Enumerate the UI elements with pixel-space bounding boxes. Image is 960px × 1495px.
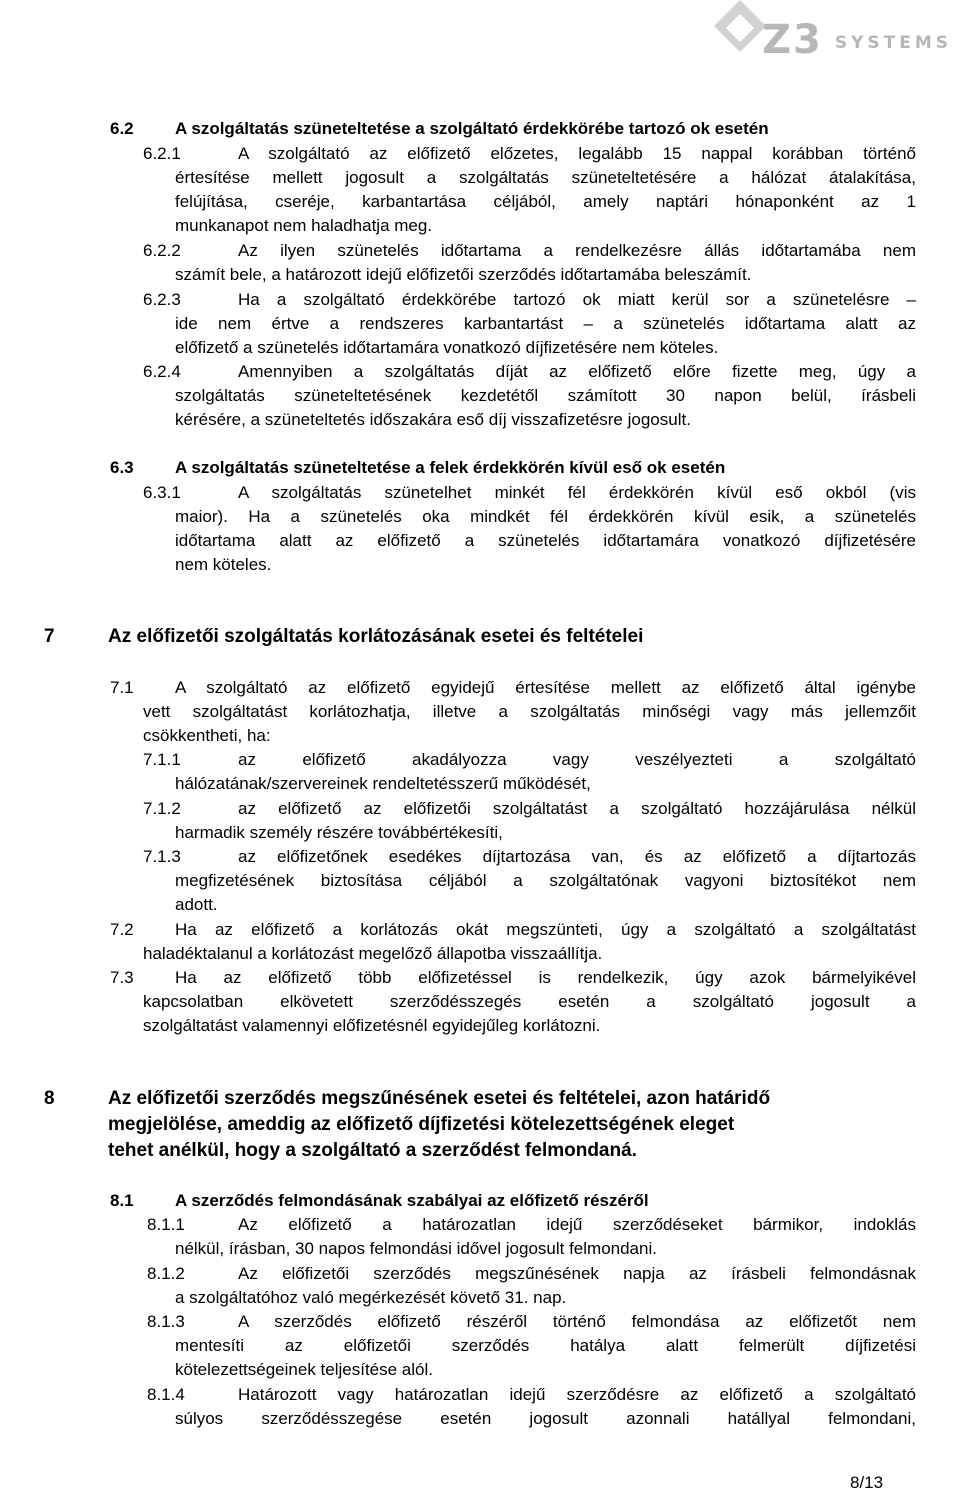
paragraph-line: kapcsolatban elkövetett szerződésszegés esetén a szolgáltató jogosult a xyxy=(143,992,916,1011)
paragraph-line: vett szolgáltatást korlátozhatja, illetve a szolgáltatás minőségi vagy más jellemzőit xyxy=(143,702,916,721)
item-number: 7.1 xyxy=(110,678,134,697)
paragraph-line: nem köteles. xyxy=(175,555,272,574)
section-number: 8.1 xyxy=(110,1191,134,1210)
paragraph-line: időtartama alatt az előfizető a szünetelés időtartamára vonatkozó díjfizetésére xyxy=(175,531,916,550)
chapter-title: Az előfizetői szerződés megszűnésének esetei és feltételei, azon határidő xyxy=(108,1088,771,1109)
paragraph-line: Az ilyen szünetelés időtartama a rendelkezésre állás időtartamába nem xyxy=(238,241,916,260)
paragraph-line: A szolgáltatás szünetelhet minkét fél érdekkörén kívül eső okból (vis xyxy=(238,483,916,502)
paragraph-line: adott. xyxy=(175,895,218,914)
item-number: 6.2.4 xyxy=(143,362,181,381)
paragraph-line: A szolgáltató az előfizető egyidejű értesítése mellett az előfizető által igénybe xyxy=(175,678,916,697)
paragraph-line: Ha a szolgáltató érdekkörébe tartozó ok miatt kerül sor a szünetelésre – xyxy=(238,290,916,309)
paragraph-line: előfizető a szünetelés időtartamára vonatkozó díjfizetésére nem köteles. xyxy=(175,338,719,357)
paragraph-line: Határozott vagy határozatlan idejű szerződésre az előfizető a szolgáltató xyxy=(238,1385,916,1404)
item-number: 6.2.1 xyxy=(143,144,181,163)
paragraph-line: kötelezettségeinek teljesítése alól. xyxy=(175,1360,433,1379)
paragraph-line: csökkentheti, ha: xyxy=(143,726,271,745)
paragraph-line: Az előfizetői szerződés megszűnésének napja az írásbeli felmondásnak xyxy=(238,1264,916,1283)
paragraph-line: Az előfizető a határozatlan idejű szerződéseket bármikor, indoklás xyxy=(238,1215,916,1234)
section-number: 6.2 xyxy=(110,119,134,138)
item-number: 7.1.1 xyxy=(143,750,181,769)
paragraph-line: az előfizető az előfizetői szolgáltatást a szolgáltató hozzájárulása nélkül xyxy=(238,799,916,818)
item-number: 7.3 xyxy=(110,968,134,987)
paragraph-line: értesítése mellett jogosult a szolgáltatás szüneteltetésére a hálózat átalakítása, xyxy=(175,168,916,187)
chapter-number: 7 xyxy=(44,626,55,647)
item-number: 8.1.2 xyxy=(147,1264,185,1283)
paragraph-line: maior). Ha a szünetelés oka mindkét fél érdekkörén kívül esik, a szünetelés xyxy=(175,507,916,526)
paragraph-line: hálózatának/szervereinek rendeltetésszerű működését, xyxy=(175,774,591,793)
item-number: 8.1.1 xyxy=(147,1215,185,1234)
paragraph-line: az előfizető akadályozza vagy veszélyezteti a szolgáltató xyxy=(238,750,916,769)
item-number: 8.1.3 xyxy=(147,1312,185,1331)
paragraph-line: Ha az előfizető több előfizetéssel is rendelkezik, úgy azok bármelyikével xyxy=(175,968,916,987)
chapter-title: tehet anélkül, hogy a szolgáltató a szerződést felmondaná. xyxy=(108,1140,637,1161)
paragraph-line: szolgáltatást valamennyi előfizetésnél egyidejűleg korlátozni. xyxy=(143,1016,601,1035)
paragraph-line: mentesíti az előfizetői szerződés hatálya alatt felmerült díjfizetési xyxy=(175,1336,916,1355)
paragraph-line: haladéktalanul a korlátozást megelőző állapotba visszaállítja. xyxy=(143,944,603,963)
item-number: 7.2 xyxy=(110,920,134,939)
logo-suffix: SYSTEMS xyxy=(834,33,953,53)
page-number: 8/13 xyxy=(850,1473,884,1492)
paragraph-line: számít bele, a határozott idejű előfizetői szerződés időtartamába beleszámít. xyxy=(175,265,752,284)
company-logo xyxy=(696,0,960,96)
section-title: A szolgáltatás szüneteltetése a szolgáltató érdekkörébe tartozó ok esetén xyxy=(175,119,769,138)
paragraph-line: a szolgáltatóhoz való megérkezését követő 31. nap. xyxy=(175,1288,567,1307)
paragraph-line: kérésére, a szüneteltetés időszakára eső díj visszafizetésre jogosult. xyxy=(175,410,691,429)
paragraph-line: munkanapot nem haladhatja meg. xyxy=(175,216,433,235)
paragraph-line: az előfizetőnek esedékes díjtartozása van, és az előfizető a díjtartozás xyxy=(238,847,916,866)
paragraph-line: ide nem értve a rendszeres karbantartást – a szünetelés időtartama alatt az xyxy=(175,314,916,333)
paragraph-line: A szerződés előfizető részéről történő felmondása az előfizetőt nem xyxy=(238,1312,916,1331)
paragraph-line: Ha az előfizető a korlátozás okát megszünteti, úgy a szolgáltató a szolgáltatást xyxy=(175,920,916,939)
paragraph-line: szolgáltatás szüneteltetésének kezdetétől számított 30 napon belül, írásbeli xyxy=(175,386,916,405)
chapter-title: megjelölése, ameddig az előfizető díjfizetési kötelezettségének eleget xyxy=(108,1114,735,1135)
item-number: 8.1.4 xyxy=(147,1385,185,1404)
paragraph-line: súlyos szerződésszegése esetén jogosult azonnali hatállyal felmondani, xyxy=(175,1409,916,1428)
paragraph-line: felújítása, cseréje, karbantartása céljából, amely naptári hónaponként az 1 xyxy=(175,192,916,211)
chapter-number: 8 xyxy=(44,1088,55,1109)
logo-brand: Z3 xyxy=(762,17,823,63)
item-number: 6.2.2 xyxy=(143,241,181,260)
paragraph-line: Amennyiben a szolgáltatás díját az előfizető előre fizette meg, úgy a xyxy=(238,362,916,381)
item-number: 6.3.1 xyxy=(143,483,181,502)
item-number: 6.2.3 xyxy=(143,290,181,309)
chapter-title: Az előfizetői szolgáltatás korlátozásának esetei és feltételei xyxy=(108,626,644,647)
item-number: 7.1.3 xyxy=(143,847,181,866)
item-number: 7.1.2 xyxy=(143,799,181,818)
paragraph-line: A szolgáltató az előfizető előzetes, legalább 15 nappal korábban történő xyxy=(238,144,916,163)
paragraph-line: megfizetésének biztosítása céljából a szolgáltatónak vagyoni biztosítékot nem xyxy=(175,871,916,890)
section-title: A szolgáltatás szüneteltetése a felek érdekkörén kívül eső ok esetén xyxy=(175,458,726,477)
section-title: A szerződés felmondásának szabályai az előfizető részéről xyxy=(175,1191,649,1210)
section-number: 6.3 xyxy=(110,458,134,477)
paragraph-line: nélkül, írásban, 30 napos felmondási idővel jogosult felmondani. xyxy=(175,1239,657,1258)
paragraph-line: harmadik személy részére továbbértékesíti, xyxy=(175,823,503,842)
